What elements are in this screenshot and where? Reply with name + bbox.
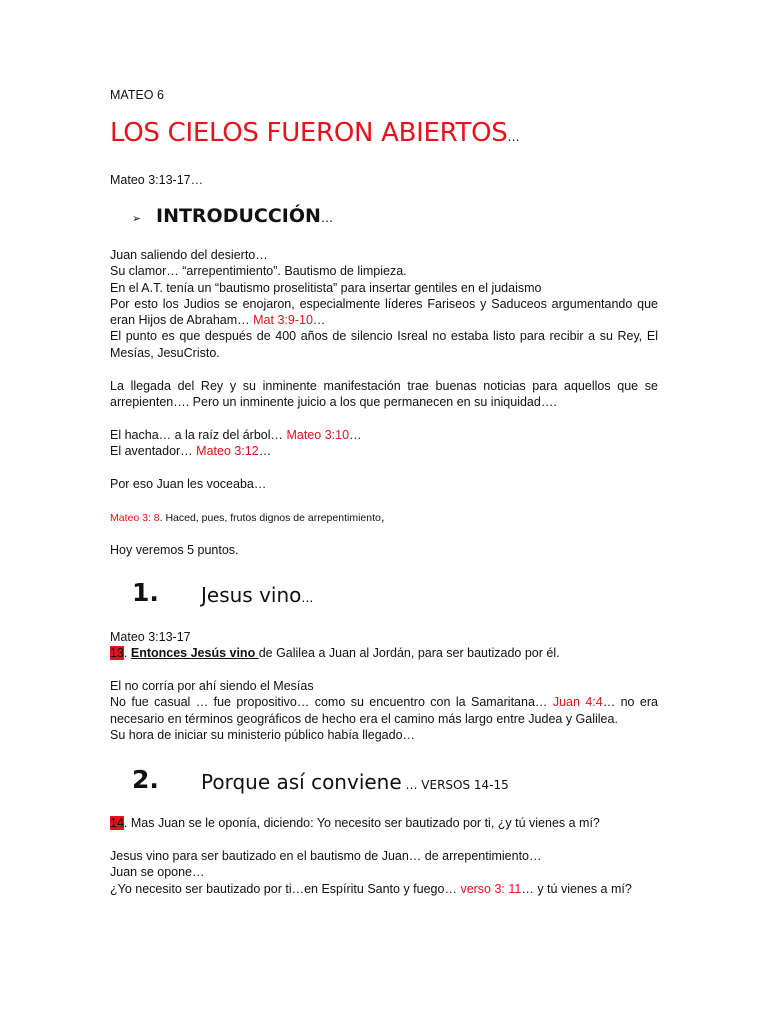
verse-reference: Mateo 3: 8 bbox=[110, 512, 160, 524]
intro-line: Su clamor… “arrepentimiento”. Bautismo de limpieza. bbox=[110, 264, 407, 279]
point2-line3-reference: verso 3: 11 bbox=[460, 881, 522, 896]
points-text: Hoy veremos 5 puntos. bbox=[110, 543, 239, 557]
intro-line bbox=[110, 296, 658, 329]
arrow-bullet-icon: ➢ bbox=[132, 213, 142, 225]
verse-rest: de Galilea a Juan al Jordán, para ser bautizado por él. bbox=[258, 646, 560, 661]
point1-notes bbox=[110, 678, 658, 743]
intro-heading-text: INTRODUCCIÓN bbox=[156, 205, 321, 227]
aventador-text: El aventador… bbox=[110, 444, 197, 459]
aventador-reference: Mateo 3:12 bbox=[196, 444, 259, 459]
verse-tail: , bbox=[380, 509, 385, 524]
chapter-label: MATEO 6 bbox=[110, 88, 164, 102]
hacha-reference: Mateo 3:10 bbox=[286, 428, 350, 442]
abraham-tail: … bbox=[312, 313, 326, 328]
verse-dot: . bbox=[123, 646, 131, 661]
point2-verse bbox=[110, 815, 658, 831]
aventador-tail: … bbox=[258, 444, 272, 459]
voceaba-text: Por eso Juan les voceaba… bbox=[110, 477, 267, 491]
point1-reference: Mateo 3:13-17 bbox=[110, 630, 191, 644]
point2-line3-text: ¿Yo necesito ser bautizado por ti…en Espíritu Santo y fuego… bbox=[110, 881, 461, 896]
main-reference: Mateo 3:13-17… bbox=[110, 173, 204, 187]
point2-heading-text: Porque así conviene bbox=[201, 770, 402, 794]
casual-tail: … no era necesario en términos geográficos de hecho era el camino más largo entre Judea y Galilea. bbox=[110, 695, 658, 726]
hora-text: Su hora de iniciar su ministerio público había llegado… bbox=[110, 727, 416, 742]
intro-line: En el A.T. tenía un “bautismo proselitista” para insertar gentiles en el judaismo bbox=[110, 280, 542, 295]
intro-heading-row bbox=[110, 205, 658, 231]
mesias-text: El no corría por ahí siendo el Mesías bbox=[110, 679, 314, 693]
point2-heading-row bbox=[110, 765, 658, 799]
intro-line: Juan saliendo del desierto… bbox=[110, 248, 268, 262]
casual-reference: Juan 4:4 bbox=[552, 695, 603, 710]
hacha-line bbox=[110, 427, 658, 443]
verse-number-14: 14 bbox=[110, 816, 124, 830]
point2-line bbox=[110, 881, 658, 897]
point1-number: 1. bbox=[132, 578, 159, 607]
point1-heading bbox=[201, 583, 313, 607]
abraham-text: Por esto los Judios se enojaron, especialmente líderes Fariseos y Saduceos argumentando que eran Hijos de Abraham… bbox=[110, 296, 658, 328]
point2-line: Juan se opone… bbox=[110, 865, 205, 880]
hacha-tail: … bbox=[349, 428, 362, 442]
aventador-line bbox=[110, 443, 658, 459]
intro-paragraph bbox=[110, 247, 658, 361]
point2-number: 2. bbox=[132, 765, 159, 794]
point2-notes bbox=[110, 848, 658, 897]
silence-text: El punto es que después de 400 años de silencio Isreal no estaba listo para recibir a su Rey, El Mesías, JesuCristo. bbox=[110, 329, 658, 360]
point1-heading-row bbox=[110, 578, 658, 612]
title-text: LOS CIELOS FUERON ABIERTOS bbox=[110, 118, 508, 148]
point1-heading-text: Jesus vino bbox=[201, 583, 302, 607]
casual-text bbox=[110, 694, 658, 727]
point2-heading bbox=[201, 770, 509, 794]
page-title bbox=[110, 118, 658, 148]
hacha-text: El hacha… a la raíz del árbol… bbox=[110, 428, 287, 442]
point1-heading-ellipsis: … bbox=[301, 591, 314, 605]
verse-emphasis: Entonces Jesús vino bbox=[130, 646, 259, 661]
point2-line: Jesus vino para ser bautizado en el bautismo de Juan… de arrepentimiento… bbox=[110, 849, 542, 863]
point2-line3-tail: … y tú vienes a mí? bbox=[521, 881, 632, 896]
verse-number-13: 13 bbox=[110, 646, 124, 661]
point1-verse bbox=[110, 645, 658, 661]
abraham-reference: Mat 3:9-10 bbox=[253, 313, 313, 328]
title-ellipsis: … bbox=[507, 130, 520, 144]
judgment-lines bbox=[110, 427, 658, 460]
intro-heading bbox=[156, 205, 333, 227]
verse-text: . Haced, pues, frutos dignos de arrepentimiento bbox=[159, 512, 381, 524]
casual-lead: No fue casual … fue propositivo… como su encuentro con la Samaritana… bbox=[110, 695, 553, 710]
arrival-text: La llegada del Rey y su inminente manifestación trae buenas noticias para aquellos que se arrepienten…. Pero un inminente juicio a los que permanecen en su iniquidad…. bbox=[110, 379, 658, 410]
point2-verse-rest: . Mas Juan se le oponía, diciendo: Yo necesito ser bautizado por ti, ¿y tú vienes a mí? bbox=[123, 816, 600, 830]
point2-verses: … VERSOS 14-15 bbox=[401, 778, 509, 792]
verse-quote bbox=[110, 509, 658, 526]
point1-body bbox=[110, 629, 658, 662]
intro-heading-ellipsis: … bbox=[320, 211, 333, 225]
